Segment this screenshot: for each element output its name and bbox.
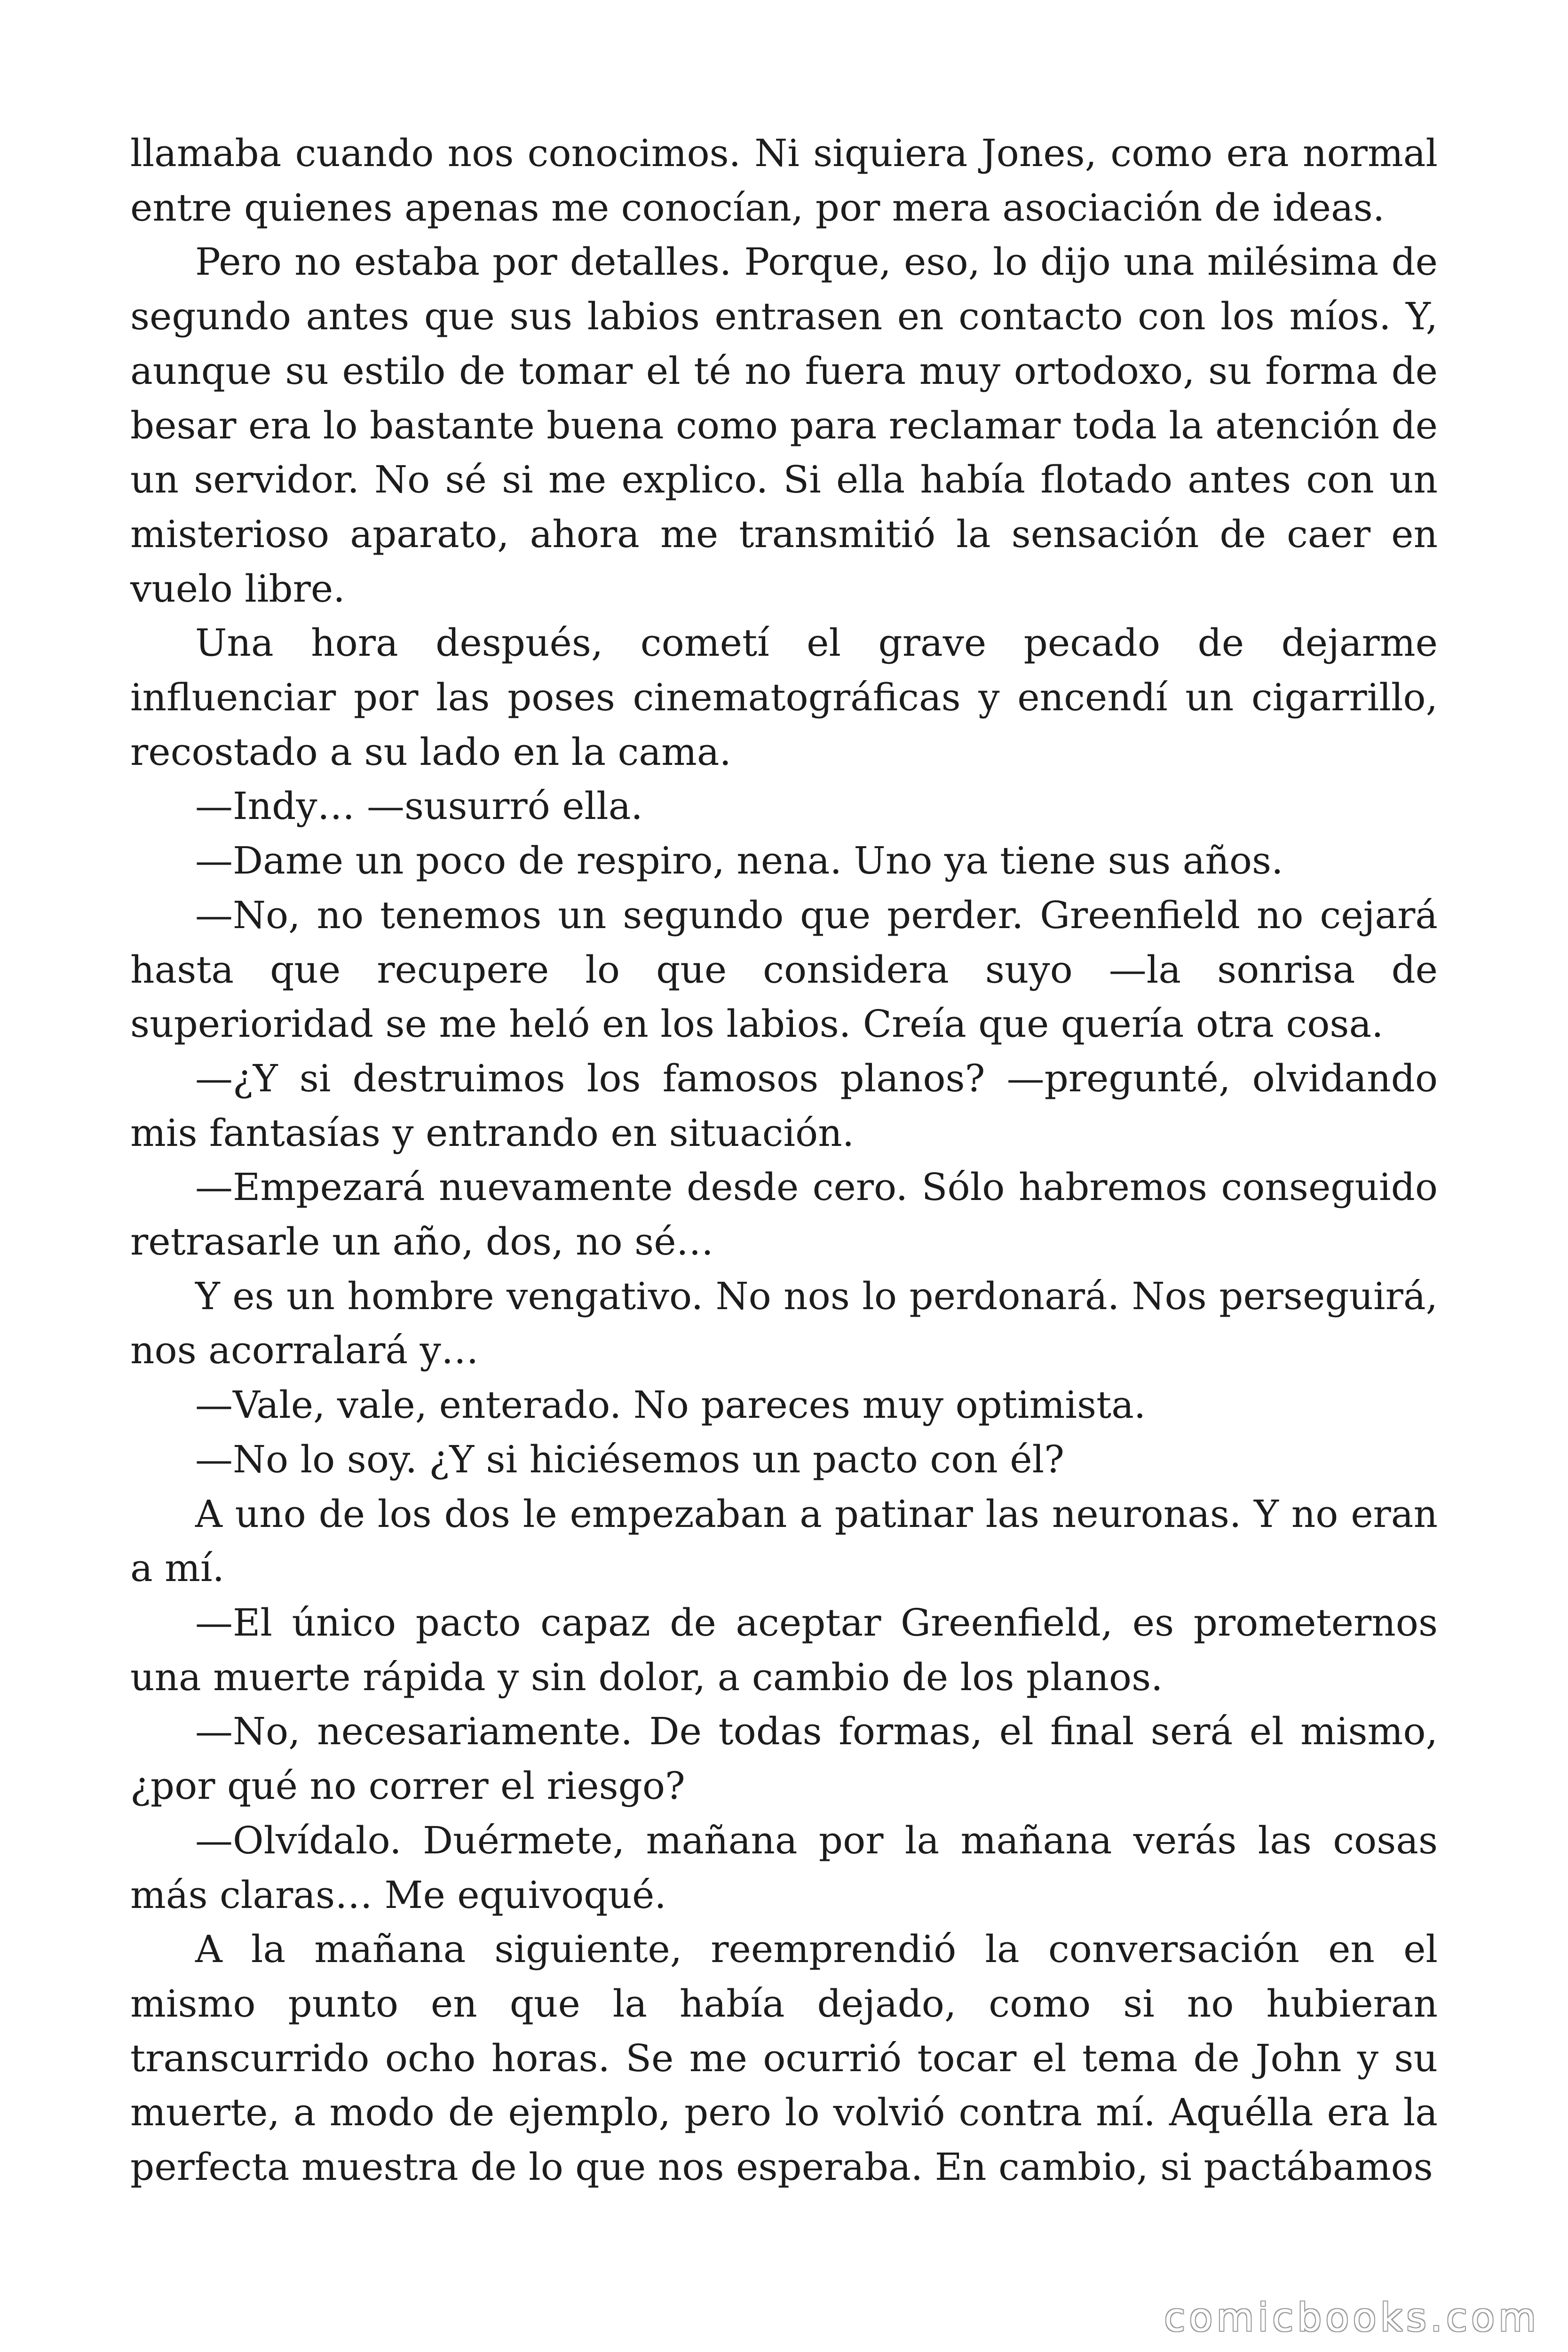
paragraph: —No, necesariamente. De todas formas, el final será el mismo, ¿por qué no correr el riesgo?: [130, 1709, 1438, 1808]
paragraph: llamaba cuando nos conocimos. Ni siquiera Jones, como era normal entre quienes apenas me conocían, por mera asociación de ideas.: [130, 131, 1438, 230]
page-body-text: [130, 126, 1438, 2194]
paragraph: —¿Y si destruimos los famosos planos? —pregunté, olvidando mis fantasías y entrando en situación.: [130, 1056, 1438, 1155]
paragraph: A uno de los dos le empezaban a patinar las neuronas. Y no eran a mí.: [130, 1492, 1438, 1590]
paragraph: —Vale, vale, enterado. No pareces muy optimista.: [195, 1383, 1146, 1427]
paragraph: —Olvídalo. Duérmete, mañana por la mañana verás las cosas más claras… Me equivoqué.: [130, 1818, 1438, 1917]
paragraph: Y es un hombre vengativo. No nos lo perdonará. Nos perseguirá, nos acorralará y…: [130, 1274, 1438, 1373]
paragraph: A la mañana siguiente, reemprendió la conversación en el mismo punto en que la había dejado, como si no hubieran transcurrido ocho horas. Se me ocurrió tocar el tema de John y su muerte, a modo de ejemplo, pero lo volvió contra mí. Aquélla era la perfecta muestra de lo que nos esperaba. En cambio, si pactábamos: [130, 1927, 1438, 2189]
watermark: comicbooks.com: [1164, 2296, 1540, 2340]
paragraph: —No lo soy. ¿Y si hiciésemos un pacto con él?: [195, 1437, 1065, 1481]
paragraph: —Empezará nuevamente desde cero. Sólo habremos conseguido retrasarle un año, dos, no sé…: [130, 1165, 1438, 1264]
paragraph: Una hora después, cometí el grave pecado de dejarme influenciar por las poses cinematográficas y encendí un cigarrillo, recostado a su lado en la cama.: [130, 621, 1438, 774]
paragraph: —No, no tenemos un segundo que perder. Greenfield no cejará hasta que recupere lo que considera suyo —la sonrisa de superioridad se me heló en los labios. Creía que quería otra cosa.: [130, 893, 1438, 1046]
paragraph: —Dame un poco de respiro, nena. Uno ya tiene sus años.: [195, 839, 1283, 883]
paragraph: —El único pacto capaz de aceptar Greenfield, es prometernos una muerte rápida y sin dolor, a cambio de los planos.: [130, 1600, 1438, 1699]
paragraph: Pero no estaba por detalles. Porque, eso, lo dijo una milésima de segundo antes que sus labios entrasen en contacto con los míos. Y, aunque su estilo de tomar el té no fuera muy ortodoxo, su forma de besar era lo bastante buena como para reclamar toda la atención de un servidor. No sé si me explico. Si ella había flotado antes con un misterioso aparato, ahora me transmitió la sensación de caer en vuelo libre.: [130, 240, 1438, 611]
paragraph: —Indy… —susurró ella.: [195, 784, 643, 828]
